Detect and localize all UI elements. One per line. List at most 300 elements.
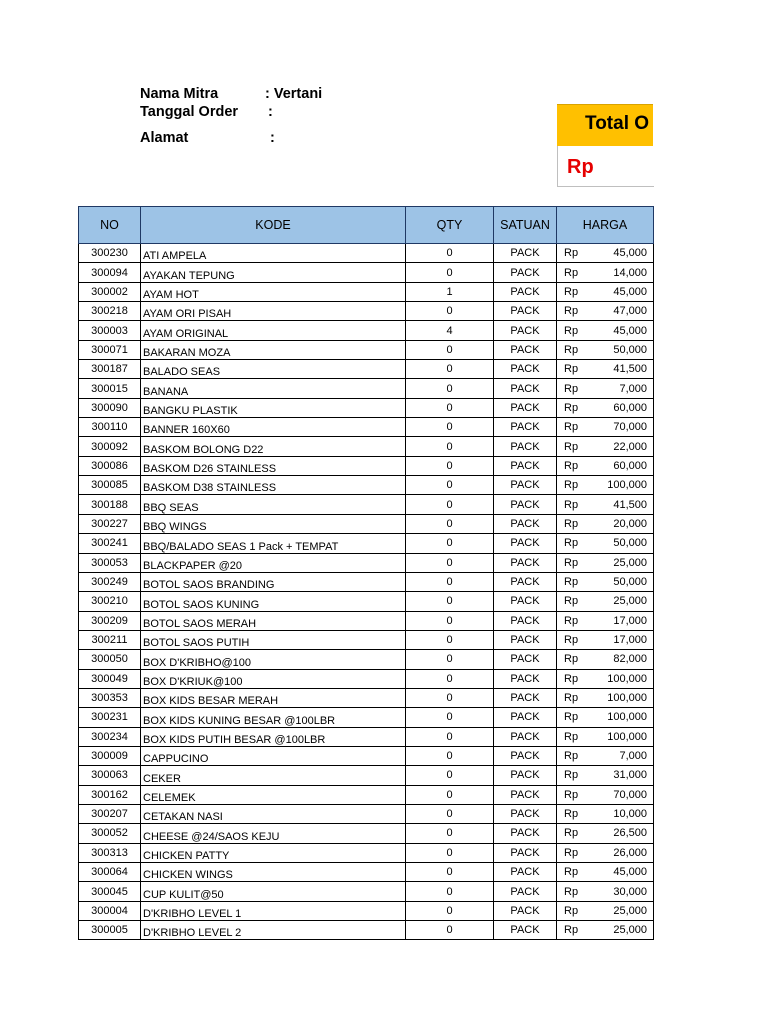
harga-currency: Rp <box>564 324 579 337</box>
harga-value: 45,000 <box>613 247 647 260</box>
cell-satuan[interactable]: PACK <box>494 921 557 940</box>
cell-harga[interactable] <box>557 476 654 495</box>
cell-kode[interactable]: AYAM ORI PISAH <box>141 302 406 321</box>
cell-qty[interactable]: 0 <box>406 476 494 495</box>
cell-qty[interactable]: 0 <box>406 360 494 379</box>
cell-no[interactable]: 300063 <box>79 766 141 785</box>
cell-satuan[interactable]: PACK <box>494 456 557 475</box>
table-row <box>79 766 654 785</box>
harga-currency: Rp <box>564 924 579 937</box>
column-header-kode: KODE <box>141 207 406 244</box>
cell-harga[interactable] <box>557 553 654 572</box>
cell-no[interactable]: 300049 <box>79 669 141 688</box>
table-row <box>79 514 654 533</box>
cell-qty[interactable]: 4 <box>406 321 494 340</box>
harga-value: 70,000 <box>613 788 647 801</box>
table-row <box>79 611 654 630</box>
harga-currency: Rp <box>564 459 579 472</box>
cell-kode[interactable]: CEKER <box>141 766 406 785</box>
cell-satuan[interactable]: PACK <box>494 727 557 746</box>
cell-satuan[interactable]: PACK <box>494 630 557 649</box>
cell-satuan[interactable]: PACK <box>494 824 557 843</box>
harga-value: 60,000 <box>613 401 647 414</box>
cell-qty[interactable]: 0 <box>406 804 494 823</box>
table-row <box>79 804 654 823</box>
cell-harga[interactable] <box>557 360 654 379</box>
table-row <box>79 921 654 940</box>
harga-value: 25,000 <box>613 904 647 917</box>
cell-kode[interactable]: ATI AMPELA <box>141 244 406 263</box>
cell-kode[interactable]: BAKARAN MOZA <box>141 340 406 359</box>
cell-kode[interactable]: BOTOL SAOS BRANDING <box>141 572 406 591</box>
harga-value: 50,000 <box>613 537 647 550</box>
cell-qty[interactable]: 0 <box>406 456 494 475</box>
cell-kode[interactable]: CETAKAN NASI <box>141 804 406 823</box>
cell-satuan[interactable]: PACK <box>494 282 557 301</box>
cell-kode[interactable]: BOX KIDS PUTIH BESAR @100LBR <box>141 727 406 746</box>
cell-satuan[interactable]: PACK <box>494 766 557 785</box>
harga-value: 45,000 <box>613 324 647 337</box>
harga-currency: Rp <box>564 556 579 569</box>
harga-value: 60,000 <box>613 459 647 472</box>
cell-qty[interactable]: 0 <box>406 437 494 456</box>
harga-currency: Rp <box>564 305 579 318</box>
table-row <box>79 727 654 746</box>
cell-no[interactable]: 300005 <box>79 921 141 940</box>
cell-kode[interactable]: CAPPUCINO <box>141 746 406 765</box>
harga-value: 100,000 <box>607 479 647 492</box>
cell-harga[interactable] <box>557 669 654 688</box>
table-row <box>79 669 654 688</box>
cell-kode[interactable]: CUP KULIT@50 <box>141 882 406 901</box>
cell-qty[interactable]: 0 <box>406 901 494 920</box>
harga-currency: Rp <box>564 711 579 724</box>
harga-value: 100,000 <box>607 692 647 705</box>
cell-no[interactable]: 300092 <box>79 437 141 456</box>
harga-value: 26,500 <box>613 827 647 840</box>
cell-qty[interactable]: 0 <box>406 495 494 514</box>
cell-qty[interactable]: 0 <box>406 340 494 359</box>
harga-value: 26,000 <box>613 846 647 859</box>
cell-qty[interactable]: 1 <box>406 282 494 301</box>
cell-kode[interactable]: BOX KIDS KUNING BESAR @100LBR <box>141 708 406 727</box>
cell-qty[interactable]: 0 <box>406 263 494 282</box>
cell-harga[interactable] <box>557 263 654 282</box>
cell-satuan[interactable]: PACK <box>494 804 557 823</box>
cell-no[interactable]: 300003 <box>79 321 141 340</box>
table-row <box>79 398 654 417</box>
cell-no[interactable]: 300086 <box>79 456 141 475</box>
table-row <box>79 418 654 437</box>
cell-harga[interactable] <box>557 785 654 804</box>
cell-satuan[interactable]: PACK <box>494 708 557 727</box>
cell-no[interactable]: 300050 <box>79 650 141 669</box>
total-amount-box <box>557 146 654 187</box>
nama-mitra-label: Nama Mitra <box>140 86 219 102</box>
cell-kode[interactable]: BASKOM D38 STAINLESS <box>141 476 406 495</box>
table-row <box>79 495 654 514</box>
cell-harga[interactable] <box>557 302 654 321</box>
cell-satuan[interactable]: PACK <box>494 785 557 804</box>
cell-qty[interactable]: 0 <box>406 514 494 533</box>
cell-satuan[interactable]: PACK <box>494 553 557 572</box>
cell-harga[interactable] <box>557 766 654 785</box>
total-order-label: Total O <box>585 113 650 134</box>
cell-no[interactable]: 300231 <box>79 708 141 727</box>
harga-currency: Rp <box>564 904 579 917</box>
harga-value: 7,000 <box>619 382 647 395</box>
cell-qty[interactable]: 0 <box>406 611 494 630</box>
cell-kode[interactable]: CHICKEN PATTY <box>141 843 406 862</box>
table-row <box>79 824 654 843</box>
cell-harga[interactable] <box>557 379 654 398</box>
cell-harga[interactable] <box>557 282 654 301</box>
cell-kode[interactable]: AYAM ORIGINAL <box>141 321 406 340</box>
cell-satuan[interactable]: PACK <box>494 302 557 321</box>
cell-harga[interactable] <box>557 708 654 727</box>
cell-no[interactable]: 300313 <box>79 843 141 862</box>
cell-no[interactable]: 300015 <box>79 379 141 398</box>
cell-qty[interactable]: 0 <box>406 418 494 437</box>
cell-qty[interactable]: 0 <box>406 398 494 417</box>
table-row <box>79 263 654 282</box>
cell-satuan[interactable]: PACK <box>494 418 557 437</box>
cell-kode[interactable]: D'KRIBHO LEVEL 1 <box>141 901 406 920</box>
cell-kode[interactable]: BANANA <box>141 379 406 398</box>
cell-harga[interactable] <box>557 321 654 340</box>
cell-no[interactable]: 300052 <box>79 824 141 843</box>
harga-value: 41,500 <box>613 498 647 511</box>
cell-harga[interactable] <box>557 611 654 630</box>
cell-no[interactable]: 300211 <box>79 630 141 649</box>
cell-harga[interactable] <box>557 572 654 591</box>
table-row <box>79 340 654 359</box>
alamat-value: : <box>270 130 275 146</box>
table-row <box>79 708 654 727</box>
harga-currency: Rp <box>564 363 579 376</box>
cell-no[interactable]: 300218 <box>79 302 141 321</box>
cell-no[interactable]: 300188 <box>79 495 141 514</box>
cell-no[interactable]: 300162 <box>79 785 141 804</box>
table-header-row <box>79 207 654 244</box>
cell-satuan[interactable]: PACK <box>494 360 557 379</box>
harga-currency: Rp <box>564 440 579 453</box>
cell-kode[interactable]: BANGKU PLASTIK <box>141 398 406 417</box>
harga-currency: Rp <box>564 382 579 395</box>
harga-value: 100,000 <box>607 711 647 724</box>
cell-qty[interactable]: 0 <box>406 244 494 263</box>
table-row <box>79 688 654 707</box>
nama-mitra-value: : Vertani <box>265 86 323 102</box>
cell-kode[interactable]: BBQ SEAS <box>141 495 406 514</box>
harga-value: 7,000 <box>619 750 647 763</box>
cell-kode[interactable]: BOTOL SAOS MERAH <box>141 611 406 630</box>
cell-satuan[interactable]: PACK <box>494 379 557 398</box>
cell-qty[interactable]: 0 <box>406 688 494 707</box>
harga-currency: Rp <box>564 885 579 898</box>
harga-currency: Rp <box>564 479 579 492</box>
column-header-qty: QTY <box>406 207 494 244</box>
cell-harga[interactable] <box>557 882 654 901</box>
cell-harga[interactable] <box>557 244 654 263</box>
cell-kode[interactable]: BOTOL SAOS PUTIH <box>141 630 406 649</box>
cell-no[interactable]: 300210 <box>79 592 141 611</box>
table-row <box>79 379 654 398</box>
cell-kode[interactable]: BBQ WINGS <box>141 514 406 533</box>
cell-harga[interactable] <box>557 456 654 475</box>
harga-currency: Rp <box>564 692 579 705</box>
table-row <box>79 901 654 920</box>
table-row <box>79 843 654 862</box>
harga-currency: Rp <box>564 846 579 859</box>
cell-qty[interactable]: 0 <box>406 727 494 746</box>
cell-qty[interactable]: 0 <box>406 302 494 321</box>
cell-qty[interactable]: 0 <box>406 379 494 398</box>
cell-kode[interactable]: CELEMEK <box>141 785 406 804</box>
cell-harga[interactable] <box>557 824 654 843</box>
cell-harga[interactable] <box>557 843 654 862</box>
cell-no[interactable]: 300071 <box>79 340 141 359</box>
cell-satuan[interactable]: PACK <box>494 476 557 495</box>
table-row <box>79 785 654 804</box>
harga-currency: Rp <box>564 769 579 782</box>
total-currency: Rp <box>567 156 594 178</box>
table-row <box>79 592 654 611</box>
cell-no[interactable]: 300209 <box>79 611 141 630</box>
harga-currency: Rp <box>564 827 579 840</box>
harga-value: 100,000 <box>607 730 647 743</box>
order-table <box>78 206 654 940</box>
harga-value: 17,000 <box>613 634 647 647</box>
cell-harga[interactable] <box>557 746 654 765</box>
harga-currency: Rp <box>564 595 579 608</box>
harga-value: 31,000 <box>613 769 647 782</box>
tanggal-order-label: Tanggal Order <box>140 104 239 120</box>
cell-kode[interactable]: BASKOM D26 STAINLESS <box>141 456 406 475</box>
cell-no[interactable]: 300053 <box>79 553 141 572</box>
cell-no[interactable]: 300234 <box>79 727 141 746</box>
harga-value: 45,000 <box>613 866 647 879</box>
harga-currency: Rp <box>564 614 579 627</box>
cell-harga[interactable] <box>557 650 654 669</box>
table-row <box>79 437 654 456</box>
harga-currency: Rp <box>564 672 579 685</box>
harga-value: 14,000 <box>613 266 647 279</box>
harga-currency: Rp <box>564 576 579 589</box>
cell-harga[interactable] <box>557 398 654 417</box>
total-order-label-box <box>557 104 653 147</box>
harga-value: 25,000 <box>613 924 647 937</box>
cell-satuan[interactable]: PACK <box>494 437 557 456</box>
harga-currency: Rp <box>564 634 579 647</box>
harga-value: 41,500 <box>613 363 647 376</box>
cell-qty[interactable]: 0 <box>406 572 494 591</box>
cell-satuan[interactable]: PACK <box>494 882 557 901</box>
harga-currency: Rp <box>564 285 579 298</box>
harga-currency: Rp <box>564 247 579 260</box>
cell-qty[interactable]: 0 <box>406 766 494 785</box>
harga-value: 100,000 <box>607 672 647 685</box>
cell-kode[interactable]: BOTOL SAOS KUNING <box>141 592 406 611</box>
table-row <box>79 630 654 649</box>
table-row <box>79 650 654 669</box>
cell-kode[interactable]: BBQ/BALADO SEAS 1 Pack + TEMPAT <box>141 534 406 553</box>
harga-value: 82,000 <box>613 653 647 666</box>
table-row <box>79 360 654 379</box>
cell-no[interactable]: 300207 <box>79 804 141 823</box>
harga-currency: Rp <box>564 866 579 879</box>
cell-no[interactable]: 300085 <box>79 476 141 495</box>
cell-satuan[interactable]: PACK <box>494 572 557 591</box>
cell-qty[interactable]: 0 <box>406 630 494 649</box>
cell-satuan[interactable]: PACK <box>494 863 557 882</box>
table-row <box>79 572 654 591</box>
cell-no[interactable]: 300249 <box>79 572 141 591</box>
harga-currency: Rp <box>564 808 579 821</box>
cell-satuan[interactable]: PACK <box>494 669 557 688</box>
harga-value: 70,000 <box>613 421 647 434</box>
cell-harga[interactable] <box>557 437 654 456</box>
harga-value: 22,000 <box>613 440 647 453</box>
column-header-harga: HARGA <box>557 207 654 244</box>
cell-no[interactable]: 300004 <box>79 901 141 920</box>
cell-harga[interactable] <box>557 688 654 707</box>
cell-kode[interactable]: AYAM HOT <box>141 282 406 301</box>
harga-value: 20,000 <box>613 517 647 530</box>
cell-no[interactable]: 300227 <box>79 514 141 533</box>
cell-satuan[interactable]: PACK <box>494 688 557 707</box>
cell-qty[interactable]: 0 <box>406 534 494 553</box>
cell-no[interactable]: 300002 <box>79 282 141 301</box>
cell-qty[interactable]: 0 <box>406 785 494 804</box>
cell-qty[interactable]: 0 <box>406 553 494 572</box>
cell-satuan[interactable]: PACK <box>494 514 557 533</box>
table-row <box>79 476 654 495</box>
cell-no[interactable]: 300353 <box>79 688 141 707</box>
harga-value: 50,000 <box>613 343 647 356</box>
cell-harga[interactable] <box>557 514 654 533</box>
harga-value: 10,000 <box>613 808 647 821</box>
cell-satuan[interactable]: PACK <box>494 611 557 630</box>
cell-harga[interactable] <box>557 495 654 514</box>
table-row <box>79 321 654 340</box>
cell-no[interactable]: 300110 <box>79 418 141 437</box>
cell-kode[interactable]: BALADO SEAS <box>141 360 406 379</box>
harga-currency: Rp <box>564 421 579 434</box>
harga-currency: Rp <box>564 401 579 414</box>
cell-qty[interactable]: 0 <box>406 882 494 901</box>
cell-qty[interactable]: 0 <box>406 650 494 669</box>
table-row <box>79 863 654 882</box>
cell-harga[interactable] <box>557 863 654 882</box>
table-row <box>79 244 654 263</box>
table-body <box>79 244 654 940</box>
cell-satuan[interactable]: PACK <box>494 321 557 340</box>
cell-no[interactable]: 300241 <box>79 534 141 553</box>
cell-harga[interactable] <box>557 804 654 823</box>
harga-value: 47,000 <box>613 305 647 318</box>
cell-satuan[interactable]: PACK <box>494 534 557 553</box>
cell-satuan[interactable]: PACK <box>494 901 557 920</box>
cell-satuan[interactable]: PACK <box>494 592 557 611</box>
cell-harga[interactable] <box>557 592 654 611</box>
harga-currency: Rp <box>564 343 579 356</box>
column-header-no: NO <box>79 207 141 244</box>
table-row <box>79 456 654 475</box>
cell-no[interactable]: 300045 <box>79 882 141 901</box>
harga-value: 30,000 <box>613 885 647 898</box>
cell-no[interactable]: 300230 <box>79 244 141 263</box>
cell-qty[interactable]: 0 <box>406 708 494 727</box>
cell-qty[interactable]: 0 <box>406 921 494 940</box>
cell-qty[interactable]: 0 <box>406 669 494 688</box>
cell-satuan[interactable]: PACK <box>494 843 557 862</box>
cell-satuan[interactable]: PACK <box>494 398 557 417</box>
cell-harga[interactable] <box>557 534 654 553</box>
cell-no[interactable]: 300094 <box>79 263 141 282</box>
harga-currency: Rp <box>564 517 579 530</box>
harga-value: 25,000 <box>613 595 647 608</box>
alamat-label: Alamat <box>140 130 189 146</box>
cell-kode[interactable]: BOX D'KRIUK@100 <box>141 669 406 688</box>
cell-no[interactable]: 300064 <box>79 863 141 882</box>
harga-currency: Rp <box>564 498 579 511</box>
cell-satuan[interactable]: PACK <box>494 495 557 514</box>
table-row <box>79 534 654 553</box>
cell-qty[interactable]: 0 <box>406 746 494 765</box>
cell-harga[interactable] <box>557 901 654 920</box>
cell-no[interactable]: 300187 <box>79 360 141 379</box>
column-header-satuan: SATUAN <box>494 207 557 244</box>
cell-kode[interactable]: BANNER 160X60 <box>141 418 406 437</box>
harga-currency: Rp <box>564 266 579 279</box>
harga-currency: Rp <box>564 653 579 666</box>
cell-kode[interactable]: D'KRIBHO LEVEL 2 <box>141 921 406 940</box>
cell-kode[interactable]: BASKOM BOLONG D22 <box>141 437 406 456</box>
cell-harga[interactable] <box>557 418 654 437</box>
cell-qty[interactable]: 0 <box>406 592 494 611</box>
table-row <box>79 746 654 765</box>
tanggal-order-value: : <box>268 104 273 120</box>
cell-kode[interactable]: BOX KIDS BESAR MERAH <box>141 688 406 707</box>
cell-satuan[interactable]: PACK <box>494 340 557 359</box>
harga-value: 25,000 <box>613 556 647 569</box>
cell-qty[interactable]: 0 <box>406 824 494 843</box>
cell-harga[interactable] <box>557 340 654 359</box>
table-row <box>79 553 654 572</box>
cell-harga[interactable] <box>557 630 654 649</box>
cell-satuan[interactable]: PACK <box>494 746 557 765</box>
cell-harga[interactable] <box>557 727 654 746</box>
cell-no[interactable]: 300009 <box>79 746 141 765</box>
harga-currency: Rp <box>564 788 579 801</box>
cell-kode[interactable]: BLACKPAPER @20 <box>141 553 406 572</box>
harga-currency: Rp <box>564 750 579 763</box>
cell-satuan[interactable]: PACK <box>494 650 557 669</box>
cell-harga[interactable] <box>557 921 654 940</box>
cell-qty[interactable]: 0 <box>406 863 494 882</box>
cell-satuan[interactable]: PACK <box>494 263 557 282</box>
cell-kode[interactable]: BOX D'KRIBHO@100 <box>141 650 406 669</box>
cell-kode[interactable]: CHICKEN WINGS <box>141 863 406 882</box>
cell-kode[interactable]: CHEESE @24/SAOS KEJU <box>141 824 406 843</box>
cell-qty[interactable]: 0 <box>406 843 494 862</box>
table-row <box>79 882 654 901</box>
harga-currency: Rp <box>564 537 579 550</box>
cell-satuan[interactable]: PACK <box>494 244 557 263</box>
cell-kode[interactable]: AYAKAN TEPUNG <box>141 263 406 282</box>
cell-no[interactable]: 300090 <box>79 398 141 417</box>
